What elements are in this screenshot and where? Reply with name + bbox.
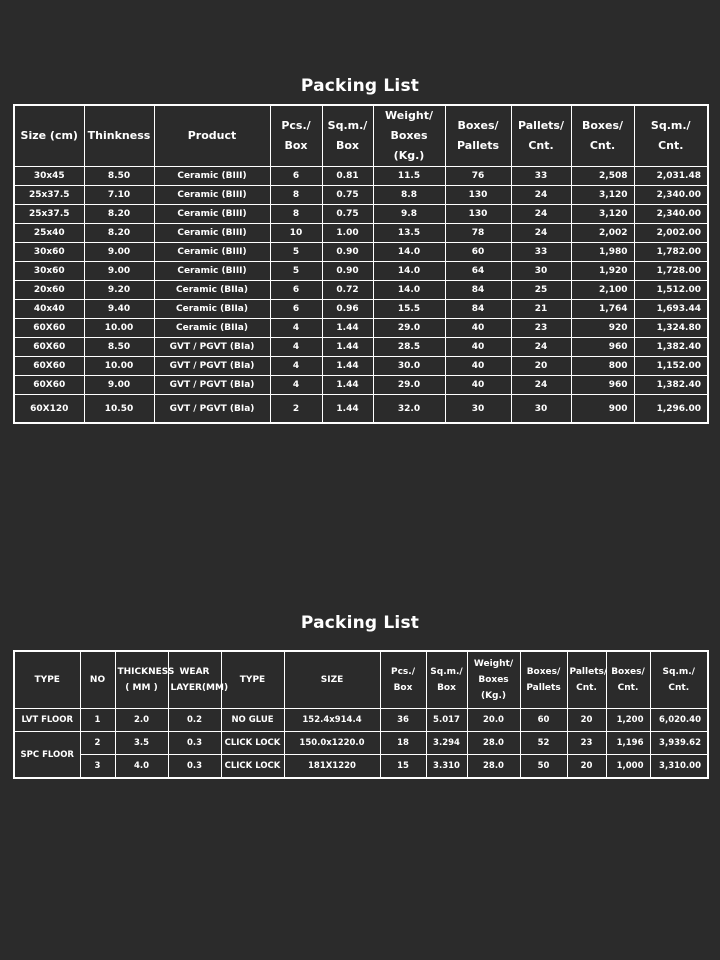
table-cell: 8.20: [84, 224, 154, 243]
table-cell: 960: [571, 338, 634, 357]
table-cell: 25x37.5: [14, 205, 84, 224]
table-row: [14, 243, 708, 262]
table-cell: Ceramic (BIII): [154, 243, 270, 262]
table-cell: 64: [445, 262, 511, 281]
table-cell: 1,728.00: [634, 262, 708, 281]
table-cell: 960: [571, 376, 634, 395]
table-cell: 5: [270, 262, 322, 281]
table-cell: 40: [445, 319, 511, 338]
table-cell: 8.50: [84, 338, 154, 357]
table-cell: 10.00: [84, 357, 154, 376]
table-cell: 60: [520, 709, 567, 732]
table-cell: 14.0: [373, 243, 445, 262]
table-row: [14, 281, 708, 300]
table-cell: 20x60: [14, 281, 84, 300]
table-cell: 181X1220: [284, 755, 380, 779]
table-cell: 800: [571, 357, 634, 376]
packing-list-title-1: Packing List: [300, 76, 420, 96]
table-cell: GVT / PGVT (BIa): [154, 338, 270, 357]
table-cell: 20.0: [467, 709, 520, 732]
packing-table-2: [13, 650, 709, 779]
table-cell: 14.0: [373, 281, 445, 300]
header-pallets-cnt: Pallets/ Cnt.: [567, 651, 606, 709]
table-cell: 0.75: [322, 205, 373, 224]
table-cell: 11.5: [373, 167, 445, 186]
table-cell: 2,002: [571, 224, 634, 243]
table-cell: 84: [445, 300, 511, 319]
header-size: SIZE: [284, 651, 380, 709]
table-row: [14, 755, 708, 779]
table-row: [14, 709, 708, 732]
table-cell: 20: [567, 709, 606, 732]
floor-type-cell: SPC FLOOR: [14, 732, 80, 779]
table-cell: 4.0: [115, 755, 168, 779]
table-cell: 5: [270, 243, 322, 262]
table-cell: 7.10: [84, 186, 154, 205]
header-boxes-pallets: Boxes/ Pallets: [445, 105, 511, 167]
table-cell: 8.50: [84, 167, 154, 186]
table-cell: 2,340.00: [634, 205, 708, 224]
table-cell: 8.8: [373, 186, 445, 205]
table-cell: 2.0: [115, 709, 168, 732]
table-cell: 36: [380, 709, 426, 732]
table-cell: 30x60: [14, 262, 84, 281]
table-cell: 0.90: [322, 262, 373, 281]
table-cell: 1,382.40: [634, 338, 708, 357]
table-cell: 23: [511, 319, 571, 338]
table-cell: 20: [567, 755, 606, 779]
table-cell: 2,031.48: [634, 167, 708, 186]
table-cell: 9.8: [373, 205, 445, 224]
table-cell: 1.44: [322, 395, 373, 424]
table-cell: 24: [511, 186, 571, 205]
table-cell: 60X60: [14, 376, 84, 395]
table-cell: 10.00: [84, 319, 154, 338]
table-cell: 15.5: [373, 300, 445, 319]
table-cell: 24: [511, 338, 571, 357]
table-cell: 4: [270, 338, 322, 357]
table-cell: 2,002.00: [634, 224, 708, 243]
table-row: [14, 186, 708, 205]
table-cell: 9.00: [84, 262, 154, 281]
table-cell: 60X60: [14, 319, 84, 338]
table-row: [14, 357, 708, 376]
table-cell: 1.44: [322, 376, 373, 395]
table-cell: GVT / PGVT (BIa): [154, 357, 270, 376]
table-row: [14, 338, 708, 357]
table-cell: 9.20: [84, 281, 154, 300]
table-cell: 23: [567, 732, 606, 755]
table-cell: Ceramic (BIIa): [154, 281, 270, 300]
table-cell: 4: [270, 357, 322, 376]
table-cell: 1.44: [322, 338, 373, 357]
table-cell: 13.5: [373, 224, 445, 243]
header-sqm-box: Sq.m./ Box: [322, 105, 373, 167]
table-cell: 2,100: [571, 281, 634, 300]
table-cell: 10: [270, 224, 322, 243]
table-cell: Ceramic (BIII): [154, 186, 270, 205]
table-cell: 24: [511, 224, 571, 243]
table-cell: 3.310: [426, 755, 467, 779]
table-cell: 28.5: [373, 338, 445, 357]
table-cell: 1,764: [571, 300, 634, 319]
table-cell: 30: [445, 395, 511, 424]
table-cell: 1,152.00: [634, 357, 708, 376]
table-cell: NO GLUE: [221, 709, 284, 732]
table-cell: 1,693.44: [634, 300, 708, 319]
table-cell: 0.2: [168, 709, 221, 732]
header-product: Product: [154, 105, 270, 167]
packing-table-1: [13, 104, 709, 424]
table-row: [14, 319, 708, 338]
table-cell: 25: [511, 281, 571, 300]
header-pcs-box: Pcs./ Box: [270, 105, 322, 167]
table-cell: 60X120: [14, 395, 84, 424]
header-install-type: TYPE: [221, 651, 284, 709]
table-row: [14, 732, 708, 755]
table-cell: 3,939.62: [650, 732, 708, 755]
table-row: [14, 300, 708, 319]
table-cell: 15: [380, 755, 426, 779]
table-cell: 6,020.40: [650, 709, 708, 732]
table-cell: 9.00: [84, 376, 154, 395]
table-cell: 78: [445, 224, 511, 243]
table-cell: 33: [511, 243, 571, 262]
header-no: NO: [80, 651, 115, 709]
table-cell: 2,340.00: [634, 186, 708, 205]
table-row: [14, 262, 708, 281]
table-cell: 3,310.00: [650, 755, 708, 779]
header-pcs-box: Pcs./ Box: [380, 651, 426, 709]
table-cell: 40x40: [14, 300, 84, 319]
table-cell: Ceramic (BIII): [154, 262, 270, 281]
table-row: [14, 376, 708, 395]
table-cell: 33: [511, 167, 571, 186]
table-cell: 1,782.00: [634, 243, 708, 262]
table-cell: 30x45: [14, 167, 84, 186]
table-cell: 5.017: [426, 709, 467, 732]
table-row: [14, 395, 708, 424]
table-cell: 1,382.40: [634, 376, 708, 395]
table-cell: 1,200: [606, 709, 650, 732]
table-cell: 24: [511, 376, 571, 395]
table-cell: 3: [80, 755, 115, 779]
table-cell: 0.90: [322, 243, 373, 262]
table-cell: 29.0: [373, 319, 445, 338]
table-cell: 1,980: [571, 243, 634, 262]
table-header-row: [14, 105, 708, 167]
table-header-row: [14, 651, 708, 709]
table-cell: 8: [270, 186, 322, 205]
table-cell: 30x60: [14, 243, 84, 262]
table-cell: 3,120: [571, 205, 634, 224]
table-cell: GVT / PGVT (BIa): [154, 376, 270, 395]
table-cell: 0.75: [322, 186, 373, 205]
table-cell: 1.00: [322, 224, 373, 243]
table-cell: 8: [270, 205, 322, 224]
table-cell: 28.0: [467, 755, 520, 779]
header-size: Size (cm): [14, 105, 84, 167]
table-cell: 20: [511, 357, 571, 376]
table-cell: 24: [511, 205, 571, 224]
table-cell: 1: [80, 709, 115, 732]
header-wear-layer: WEAR LAYER(MM): [168, 651, 221, 709]
table-cell: 3.5: [115, 732, 168, 755]
packing-list-title-2: Packing List: [300, 613, 420, 633]
table-cell: 2,508: [571, 167, 634, 186]
table-cell: 14.0: [373, 262, 445, 281]
header-pallets-cnt: Pallets/ Cnt.: [511, 105, 571, 167]
table-cell: 28.0: [467, 732, 520, 755]
table-cell: 52: [520, 732, 567, 755]
table-cell: Ceramic (BIIa): [154, 319, 270, 338]
table-cell: 4: [270, 319, 322, 338]
table-cell: 60X60: [14, 338, 84, 357]
table-cell: 32.0: [373, 395, 445, 424]
table-cell: 900: [571, 395, 634, 424]
floor-type-cell: LVT FLOOR: [14, 709, 80, 732]
table-cell: 1,296.00: [634, 395, 708, 424]
table-cell: 1,196: [606, 732, 650, 755]
table-cell: 25x40: [14, 224, 84, 243]
table-cell: 10.50: [84, 395, 154, 424]
header-sqm-cnt: Sq.m./ Cnt.: [634, 105, 708, 167]
table-cell: 2: [80, 732, 115, 755]
header-sqm-box: Sq.m./ Box: [426, 651, 467, 709]
table-cell: 9.00: [84, 243, 154, 262]
header-sqm-cnt: Sq.m./ Cnt.: [650, 651, 708, 709]
table-cell: 130: [445, 186, 511, 205]
header-weight-boxes: Weight/ Boxes (Kg.): [467, 651, 520, 709]
table-cell: Ceramic (BIII): [154, 224, 270, 243]
table-cell: GVT / PGVT (BIa): [154, 395, 270, 424]
header-thinkness: Thinkness: [84, 105, 154, 167]
table-cell: Ceramic (BIII): [154, 167, 270, 186]
table-cell: 0.72: [322, 281, 373, 300]
table-cell: 152.4x914.4: [284, 709, 380, 732]
table-cell: 30: [511, 395, 571, 424]
table-cell: 3.294: [426, 732, 467, 755]
table-cell: CLICK LOCK: [221, 732, 284, 755]
table-row: [14, 167, 708, 186]
table-cell: 130: [445, 205, 511, 224]
table-cell: CLICK LOCK: [221, 755, 284, 779]
table-cell: 29.0: [373, 376, 445, 395]
table-cell: 0.81: [322, 167, 373, 186]
table-cell: 21: [511, 300, 571, 319]
table-cell: 6: [270, 300, 322, 319]
table-cell: 25x37.5: [14, 186, 84, 205]
header-boxes-cnt: Boxes/ Cnt.: [606, 651, 650, 709]
table-cell: 6: [270, 281, 322, 300]
table-cell: 84: [445, 281, 511, 300]
table-cell: 60: [445, 243, 511, 262]
table-cell: 2: [270, 395, 322, 424]
table-cell: 1,512.00: [634, 281, 708, 300]
table-cell: 4: [270, 376, 322, 395]
header-boxes-cnt: Boxes/ Cnt.: [571, 105, 634, 167]
table-cell: 60X60: [14, 357, 84, 376]
table-cell: 1.44: [322, 357, 373, 376]
header-boxes-pallets: Boxes/ Pallets: [520, 651, 567, 709]
table-cell: 30: [511, 262, 571, 281]
table-cell: 0.3: [168, 755, 221, 779]
header-type: TYPE: [14, 651, 80, 709]
table-cell: Ceramic (BIIa): [154, 300, 270, 319]
table-row: [14, 224, 708, 243]
table-cell: 3,120: [571, 186, 634, 205]
table-cell: 18: [380, 732, 426, 755]
table-row: [14, 205, 708, 224]
table-cell: 1,324.80: [634, 319, 708, 338]
header-weight-boxes: Weight/ Boxes (Kg.): [373, 105, 445, 167]
table-cell: 76: [445, 167, 511, 186]
table-cell: 8.20: [84, 205, 154, 224]
table-cell: 0.3: [168, 732, 221, 755]
table-cell: 150.0x1220.0: [284, 732, 380, 755]
table-cell: 0.96: [322, 300, 373, 319]
table-cell: 40: [445, 376, 511, 395]
table-cell: 1.44: [322, 319, 373, 338]
table-cell: 1,000: [606, 755, 650, 779]
table-cell: 40: [445, 338, 511, 357]
table-cell: Ceramic (BIII): [154, 205, 270, 224]
table-cell: 50: [520, 755, 567, 779]
table-cell: 1,920: [571, 262, 634, 281]
table-cell: 6: [270, 167, 322, 186]
table-cell: 920: [571, 319, 634, 338]
header-thickness: THICKNESS ( MM ): [115, 651, 168, 709]
table-cell: 40: [445, 357, 511, 376]
table-cell: 30.0: [373, 357, 445, 376]
table-cell: 9.40: [84, 300, 154, 319]
